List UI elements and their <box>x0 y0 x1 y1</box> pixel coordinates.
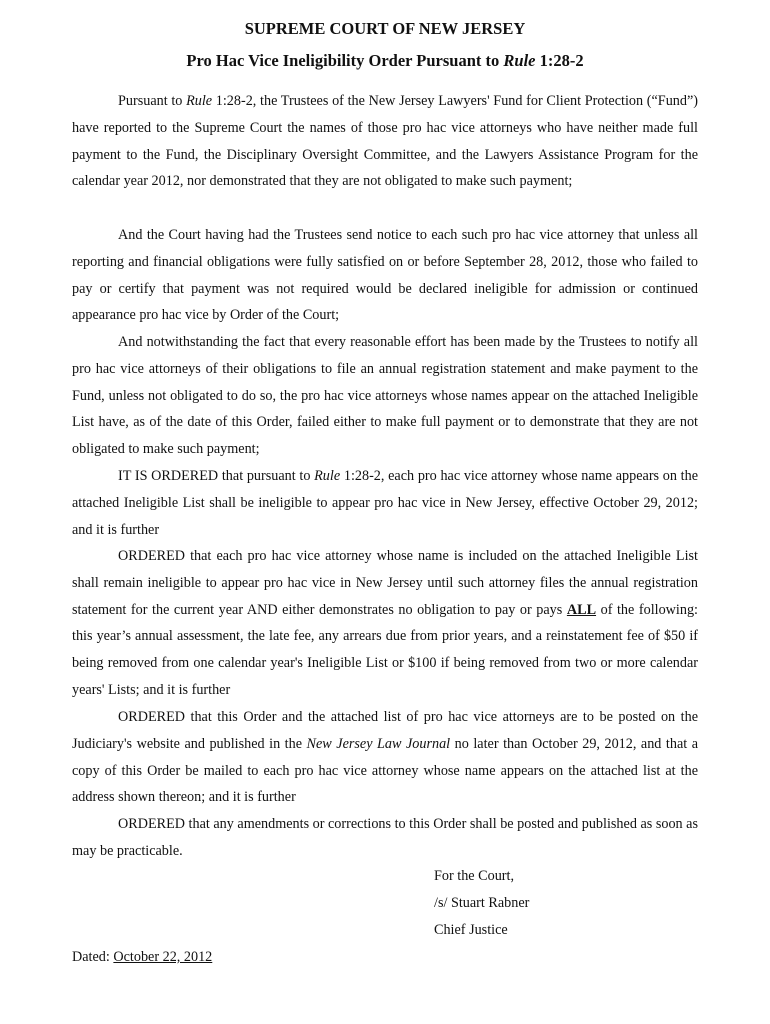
paragraph-2: And the Court having had the Trustees send notice to each such pro hac vice attorney that unless all reporting and financial obligations were fully satisfied on or before September 28, 2012, those who failed to pay or certify that payment was not required would be declared ineligible for admission or continued appearance pro hac vice by Order of the Court; <box>72 227 698 324</box>
p4-rule: Rule <box>314 468 341 484</box>
p1-text-a: Pursuant to <box>118 93 187 109</box>
paragraph-6 <box>72 704 698 811</box>
signature-for-the-court: For the Court, <box>434 868 514 884</box>
p5-text-a: ORDERED that each pro hac vice attorney whose name is included on the attached Ineligible List shall remain ineligible to appear pro hac vice in New Jersey until such attorney files the annual registration statement for the current year AND either demonstrates no obligation to pay or pays <box>72 548 698 618</box>
p1-rule: Rule <box>186 93 213 109</box>
paragraph-7: ORDERED that any amendments or corrections to this Order shall be posted and published as soon as may be practicable. <box>72 816 698 859</box>
court-title: SUPREME COURT OF NEW JERSEY <box>244 19 526 38</box>
order-title-text: Pro Hac Vice Ineligibility Order Pursuant to <box>186 51 504 70</box>
paragraph-4 <box>72 463 698 543</box>
dated-line <box>72 949 212 966</box>
dated-date: October 22, 2012 <box>113 949 213 965</box>
dated-label: Dated: <box>72 949 114 965</box>
order-title-number: 1:28-2 <box>535 51 584 70</box>
p4-text-a: IT IS ORDERED that pursuant to <box>118 468 315 484</box>
p6-journal-name: New Jersey Law Journal <box>306 735 451 752</box>
signature-name: /s/ Stuart Rabner <box>434 895 530 911</box>
p1-text-c: 1:28-2, the Trustees of the New Jersey Lawyers' Fund for Client Protection (“Fund”) have reported to the Supreme Court the names of those pro hac vice attorneys who have neither made full payment to the Fund, the Disciplinary Oversight Committee, and the Lawyers Assistance Program for the calendar year 2012, nor demonstrated that they are not obligated to make such payment; <box>72 93 698 190</box>
p6-text-a: ORDERED that this Order and the attached list of pro hac vice attorneys are to be posted on the Judiciary's website and published in the <box>72 709 698 752</box>
order-title-rule: Rule <box>503 51 536 70</box>
p6-text-c: no later than October 29, 2012, and that a copy of this Order be mailed to each pro hac vice attorney whose name appears on the attached list at the address shown thereon; and it is further <box>72 735 698 806</box>
paragraph-1 <box>72 88 698 195</box>
p5-all-emphasis: ALL <box>566 601 597 618</box>
signature-title: Chief Justice <box>434 922 508 938</box>
paragraph-5 <box>72 543 698 704</box>
p4-text-c: 1:28-2, each pro hac vice attorney whose name appears on the attached Ineligible List shall be ineligible to appear pro hac vice in New Jersey, effective October 29, 2012; and it is further <box>72 468 698 538</box>
order-title <box>0 51 770 71</box>
paragraph-3: And notwithstanding the fact that every reasonable effort has been made by the Trustees to notify all pro hac vice attorneys of their obligations to file an annual registration statement and make payment to the Fund, unless not obligated to do so, the pro hac vice attorneys whose names appear on the attached Ineligible List have, as of the date of this Order, failed either to make full payment or to demonstrate that they are not obligated to make such payment; <box>72 334 698 458</box>
p5-text-c: of the following: this year’s annual assessment, the late fee, any arrears due from prior years, and a reinstatement fee of $50 if being removed from one calendar year's Ineligible List or $100 if being removed from two or more calendar years' Lists; and it is further <box>72 601 698 698</box>
